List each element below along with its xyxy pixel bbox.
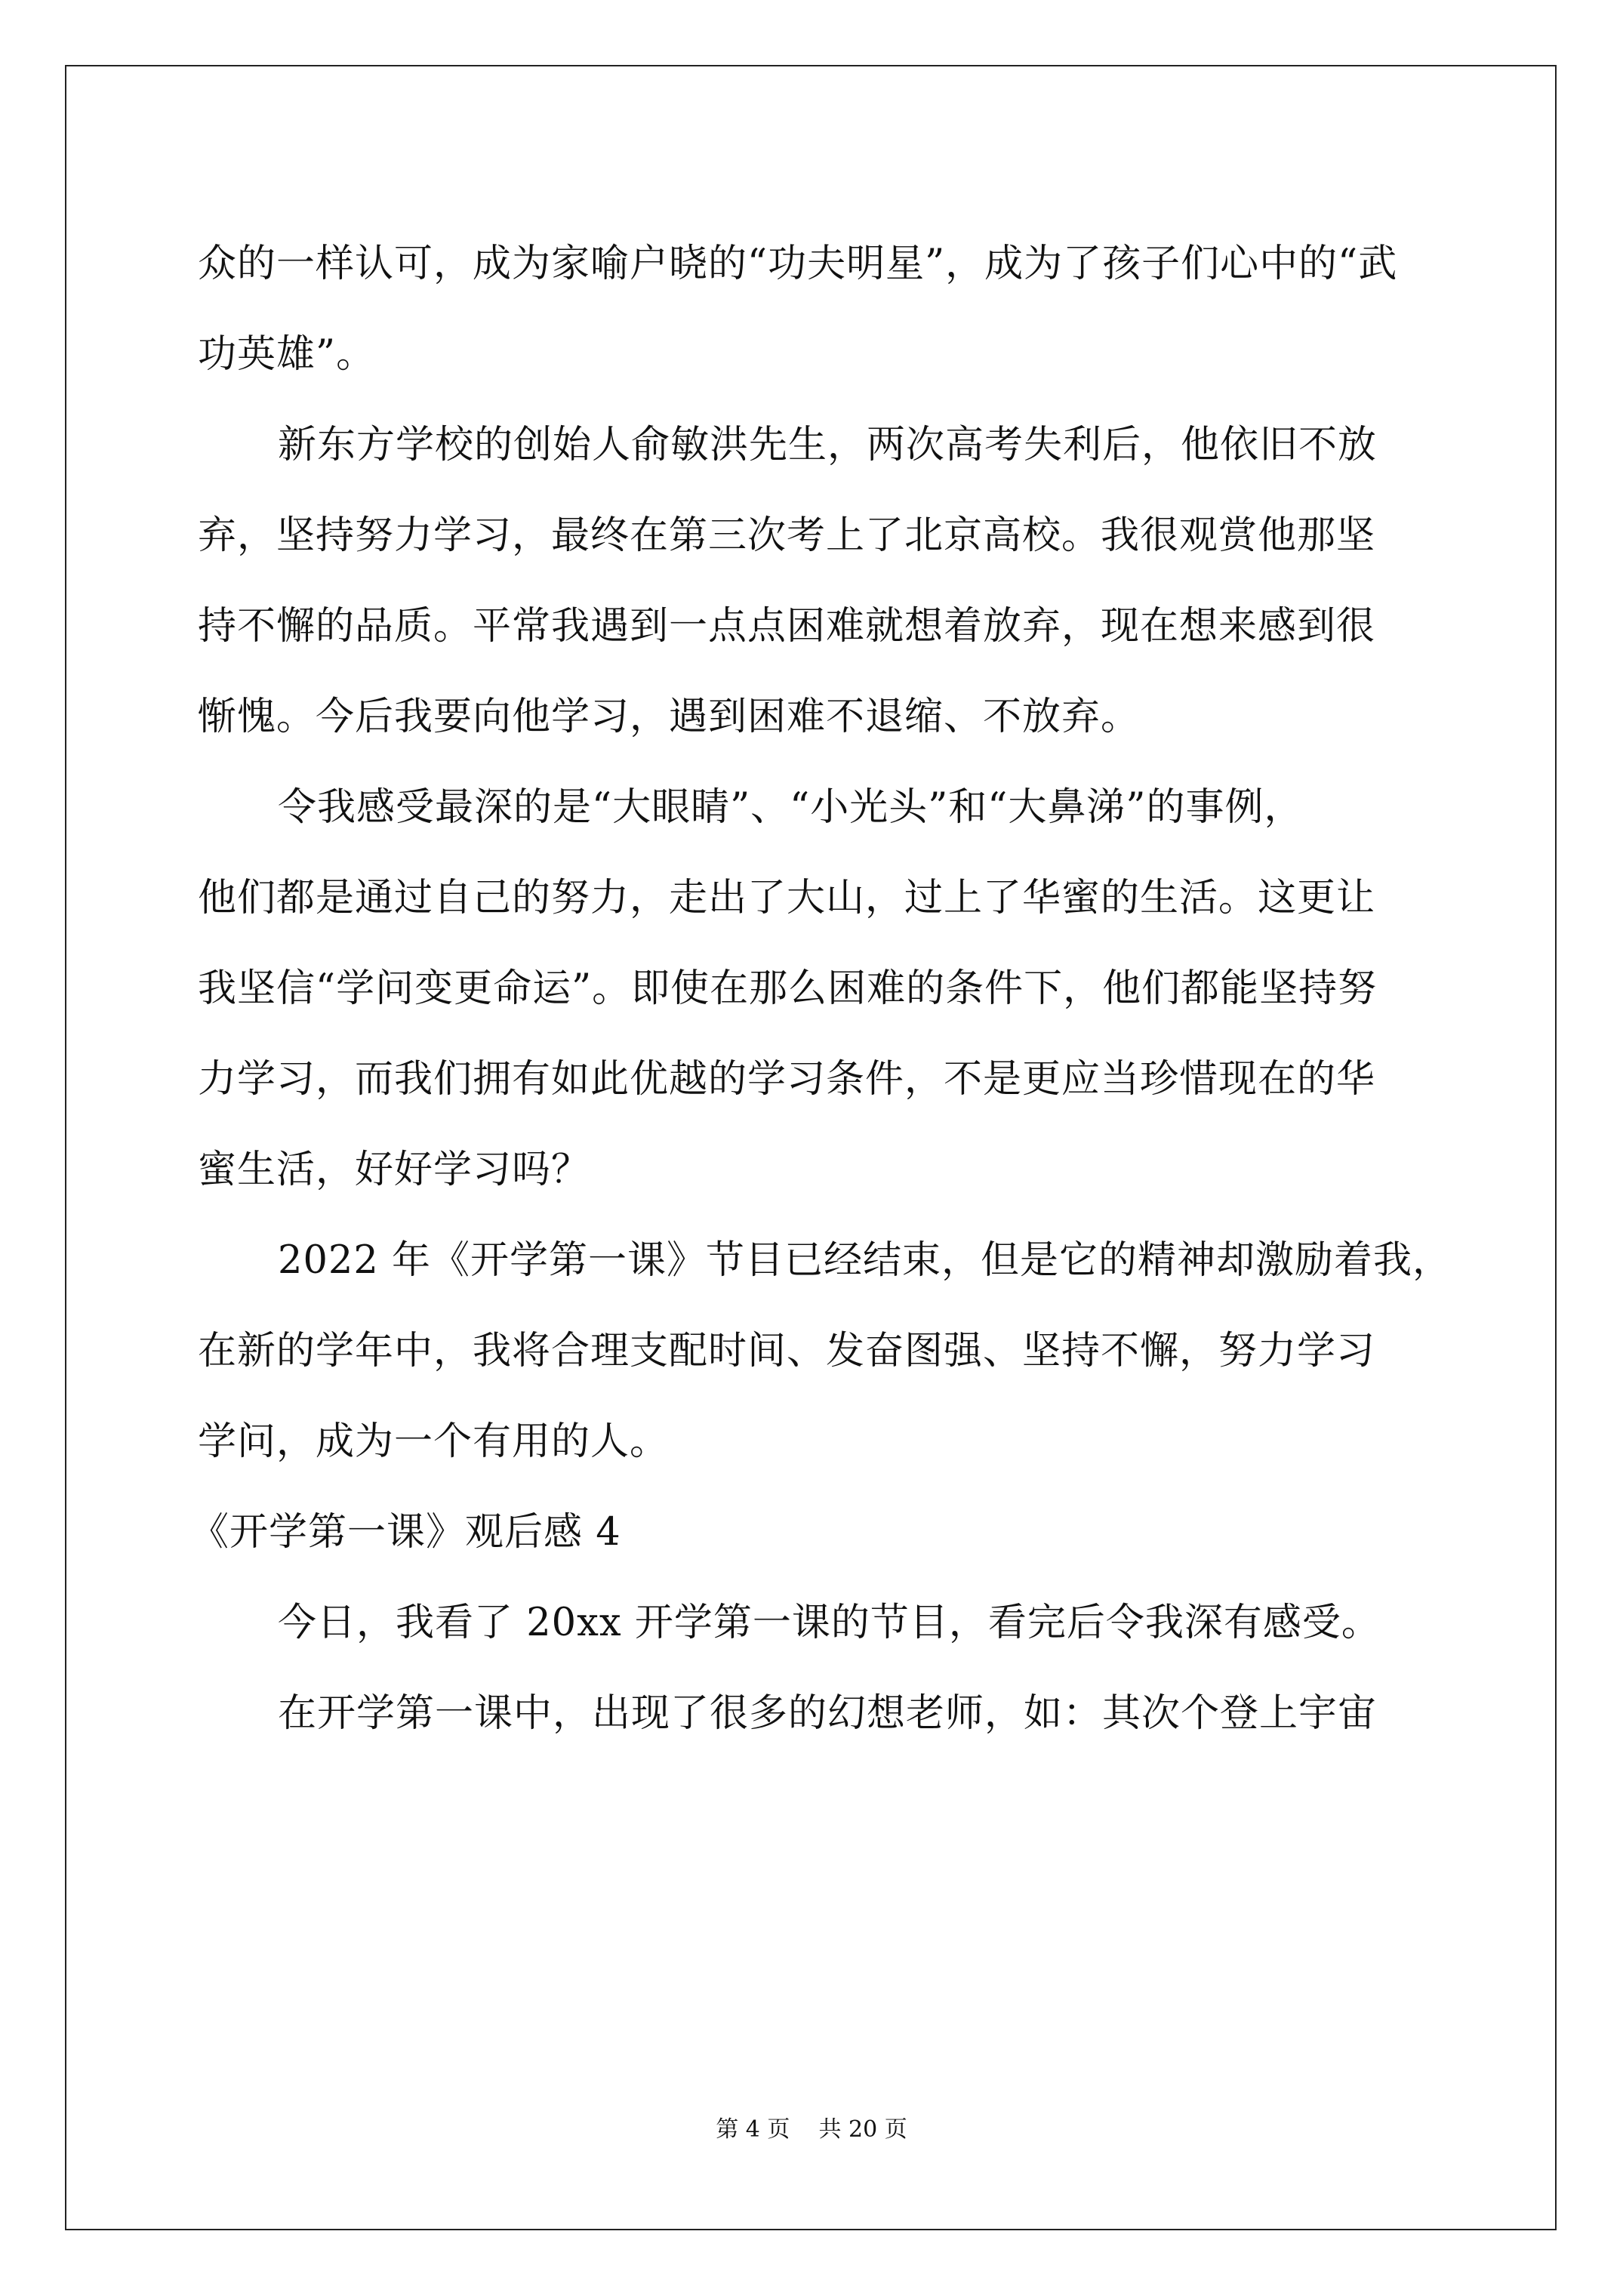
text-line: 惭愧。今后我要向他学习，遇到困难不退缩、不放弃。 (198, 695, 1141, 739)
document-body (190, 219, 1452, 1759)
text-line: 持不懈的品质。平常我遇到一点点困难就想着放弃，现在想来感到很 (198, 604, 1376, 649)
text-line: 我坚信“学问变更命运”。即使在那么困难的条件下，他们都能坚持努 (198, 966, 1378, 1011)
text-line: 弃，坚持努力学习，最终在第三次考上了北京高校。我很观赏他那坚 (198, 513, 1376, 558)
text-line: 在新的学年中，我将合理支配时间、发奋图强、坚持不懈，努力学习 (198, 1329, 1376, 1373)
paragraph-start: 今日，我看了 20xx 开学第一课的节目，看完后令我深有感受。 (278, 1601, 1381, 1645)
paragraph-start: 新东方学校的创始人俞敏洪先生，两次高考失利后，他依旧不放 (278, 423, 1378, 467)
page-number-footer: 第 4 页 共 20 页 (716, 2116, 907, 2143)
paragraph-start: 令我感受最深的是“大眼睛”、“小光头”和“大鼻涕”的事例， (278, 785, 1304, 830)
text-line: 力学习，而我们拥有如此优越的学习条件，不是更应当珍惜现在的华 (198, 1057, 1376, 1102)
text-line: 蜜生活，好好学习吗？ (198, 1148, 591, 1192)
paragraph-start: 2022 年《开学第一课》节目已经结束，但是它的精神却激励着我， (278, 1238, 1452, 1283)
text-line: 他们都是通过自己的努力，走出了大山，过上了华蜜的生活。这更让 (198, 876, 1376, 920)
section-heading: 《开学第一课》观后感 4 (190, 1510, 621, 1555)
text-line: 众的一样认可，成为家喻户晓的“功夫明星”，成为了孩子们心中的“武 (198, 242, 1398, 286)
text-line: 学问，成为一个有用的人。 (198, 1419, 670, 1464)
paragraph-start: 在开学第一课中，出现了很多的幻想老师，如：其次个登上宇宙 (278, 1691, 1378, 1736)
text-line: 功英雄”。 (198, 332, 376, 377)
